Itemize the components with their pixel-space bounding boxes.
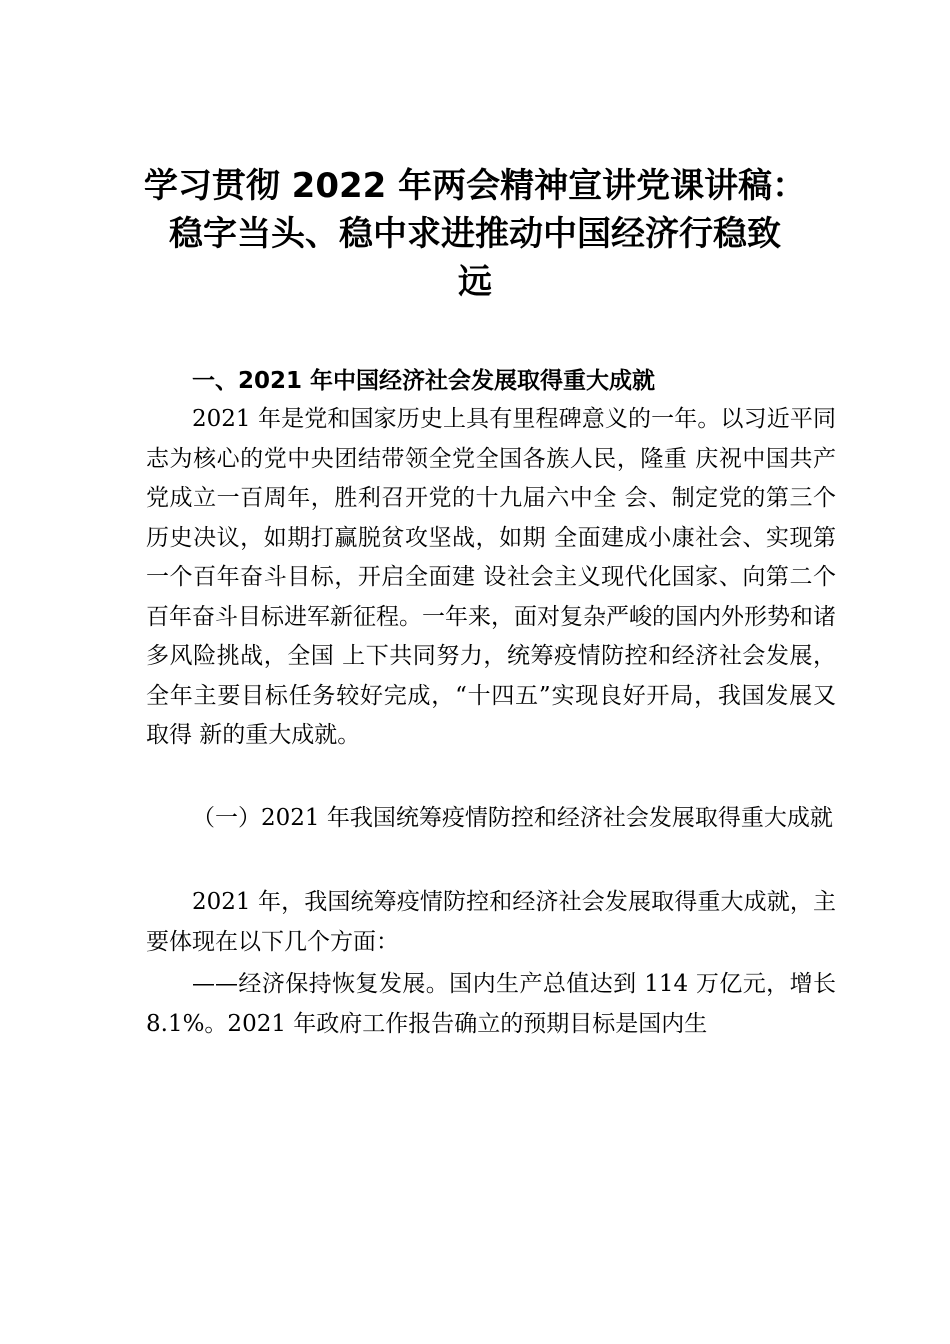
paragraph-economy: ——经济保持恢复发展。国内生产总值达到 114 万亿元，增长 8.1%。2021 年政府工作报告确立的预期目标是国内生 [146, 971, 836, 1037]
title-line-2: 稳字当头、稳中求进推动中国经济行稳致 [169, 214, 781, 254]
title-line-1: 学习贯彻 2022 年两会精神宣讲党课讲稿： [143, 166, 807, 206]
section-heading: 一、2021 年中国经济社会发展取得重大成就 [192, 368, 656, 394]
title-line-3: 远 [458, 262, 492, 302]
paragraph-intro: 2021 年是党和国家历史上具有里程碑意义的一年。以习近平同志为核心的党中央团结带领全党全国各族人民，隆重 庆祝中国共产党成立一百周年，胜利召开党的十九届六中全 会、制定党的第三个历史决议，如期打赢脱贫攻坚战，如期 全面建成小康社会、实现第一个百年奋斗目标，开启全面建 设社会主义现代化国家、向第二个百年奋斗目标进军新征程。一年来，面对复杂严峻的国内外形势和诸多风险挑战，全国 上下共同努力，统筹疫情防控和经济社会发展，全年主要目标任务较好完成，“十四五”实现良好开局，我国发展又取得 新的重大成就。 [146, 406, 836, 748]
subsection-heading: （一）2021 年我国统筹疫情防控和经济社会发展取得重大成就 [192, 805, 833, 831]
paragraph-summary: 2021 年，我国统筹疫情防控和经济社会发展取得重大成就，主要体现在以下几个方面： [146, 889, 836, 955]
document-title [100, 162, 850, 306]
